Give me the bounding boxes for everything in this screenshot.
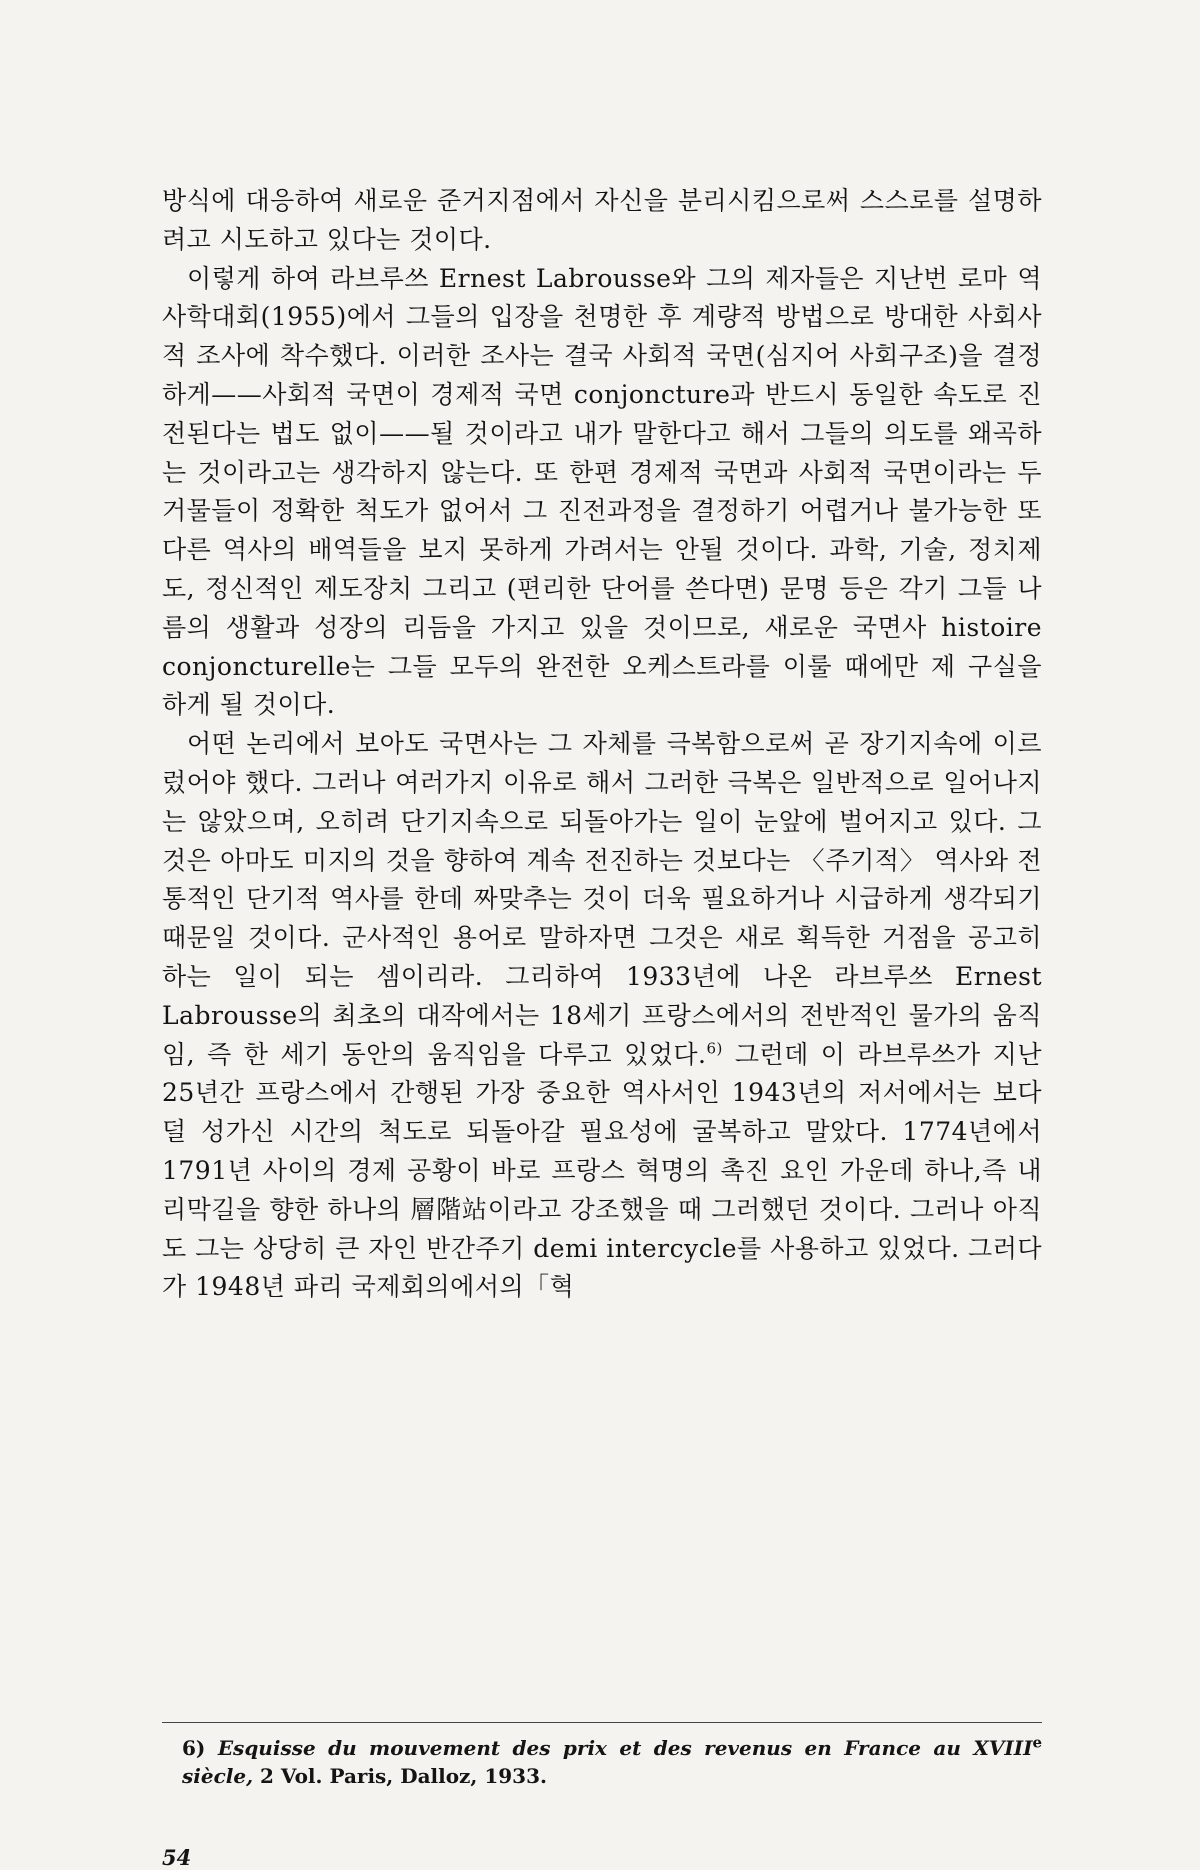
- footnote-divider: [162, 1722, 1042, 1723]
- footnote-details: 2 Vol. Paris, Dalloz, 1933.: [260, 1764, 547, 1788]
- paragraph-3-text-before-note: 어떤 논리에서 보아도 국면사는 그 자체를 극복함으로써 곧 장기지속에 이르렀어야 했다. 그러나 여러가지 이유로 해서 그러한 극복은 일반적으로 일어나지는 않았으며, 오히려 단기지속으로 되돌아가는 일이 눈앞에 벌어지고 있다. 그것은 아마도 미지의 것을 향하여 계속 전진하는 것보다는 〈주기적〉 역사와 전통적인 단기적 역사를 한데 짜맞추는 것이 더욱 필요하거나 시급하게 생각되기 때문일 것이다. 군사적인 용어로 말하자면 그것은 새로 획득한 거점을 공고히 하는 일이 되는 셈이리라. 그리하여 1933년에 나온 라브루쓰 Ernest Labrousse의 최초의 대작에서는 18세기 프랑스에서의 전반적인 물가의 움직임, 즉 한 세기 동안의 움직임을 다루고 있었다.: [162, 729, 1042, 1069]
- footnote-reference: 6): [706, 1039, 723, 1058]
- footnote-title-superscript: e: [1032, 1733, 1042, 1752]
- footnote: [182, 1734, 1042, 1790]
- paragraph-3: [162, 725, 1042, 1307]
- paragraph-2: 이렇게 하여 라브루쓰 Ernest Labrousse와 그의 제자들은 지난번 로마 역사학대회(1955)에서 그들의 입장을 천명한 후 계량적 방법으로 방대한 사회사적 조사에 착수했다. 이러한 조사는 결국 사회적 국면(심지어 사회구조)을 결정하게——사회적 국면이 경제적 국면 conjoncture과 반드시 동일한 속도로 진전된다는 법도 없이——될 것이라고 내가 말한다고 해서 그들의 의도를 왜곡하는 것이라고는 생각하지 않는다. 또 한편 경제적 국면과 사회적 국면이라는 두 거물들이 정확한 척도가 없어서 그 진전과정을 결정하기 어렵거나 불가능한 또 다른 역사의 배역들을 보지 못하게 가려서는 안될 것이다. 과학, 기술, 정치제도, 정신적인 제도장치 그리고 (편리한 단어를 쓴다면) 문명 등은 각기 그들 나름의 생활과 성장의 리듬을 가지고 있을 것이므로, 새로운 국면사 histoire conjoncturelle는 그들 모두의 완전한 오케스트라를 이룰 때에만 제 구실을 하게 될 것이다.: [162, 263, 1042, 720]
- body-text: [162, 182, 1042, 1307]
- paragraph-1: 방식에 대응하여 새로운 준거지점에서 자신을 분리시킴으로써 스스로를 설명하려고 시도하고 있다는 것이다.: [162, 186, 1042, 254]
- footnote-title: Esquisse du mouvement des prix et des revenus en France au XVIII: [217, 1736, 1033, 1760]
- footnote-title-end: siècle,: [182, 1764, 254, 1788]
- footnote-marker: 6): [182, 1736, 206, 1760]
- paragraph-3-text-after-note: 그런데 이 라브루쓰가 지난 25년간 프랑스에서 간행된 가장 중요한 역사서인 1943년의 저서에서는 보다 덜 성가신 시간의 척도로 되돌아갈 필요성에 굴복하고 말았다. 1774년에서 1791년 사이의 경제 공황이 바로 프랑스 혁명의 촉진 요인 가운데 하나,즉 내리막길을 향한 하나의 層階站이라고 강조했을 때 그러했던 것이다. 그러나 아직도 그는 상당히 큰 자인 반간주기 demi intercycle를 사용하고 있었다. 그러다가 1948년 파리 국제회의에서의「혁: [162, 1039, 1042, 1302]
- page-number: 54: [162, 1845, 192, 1870]
